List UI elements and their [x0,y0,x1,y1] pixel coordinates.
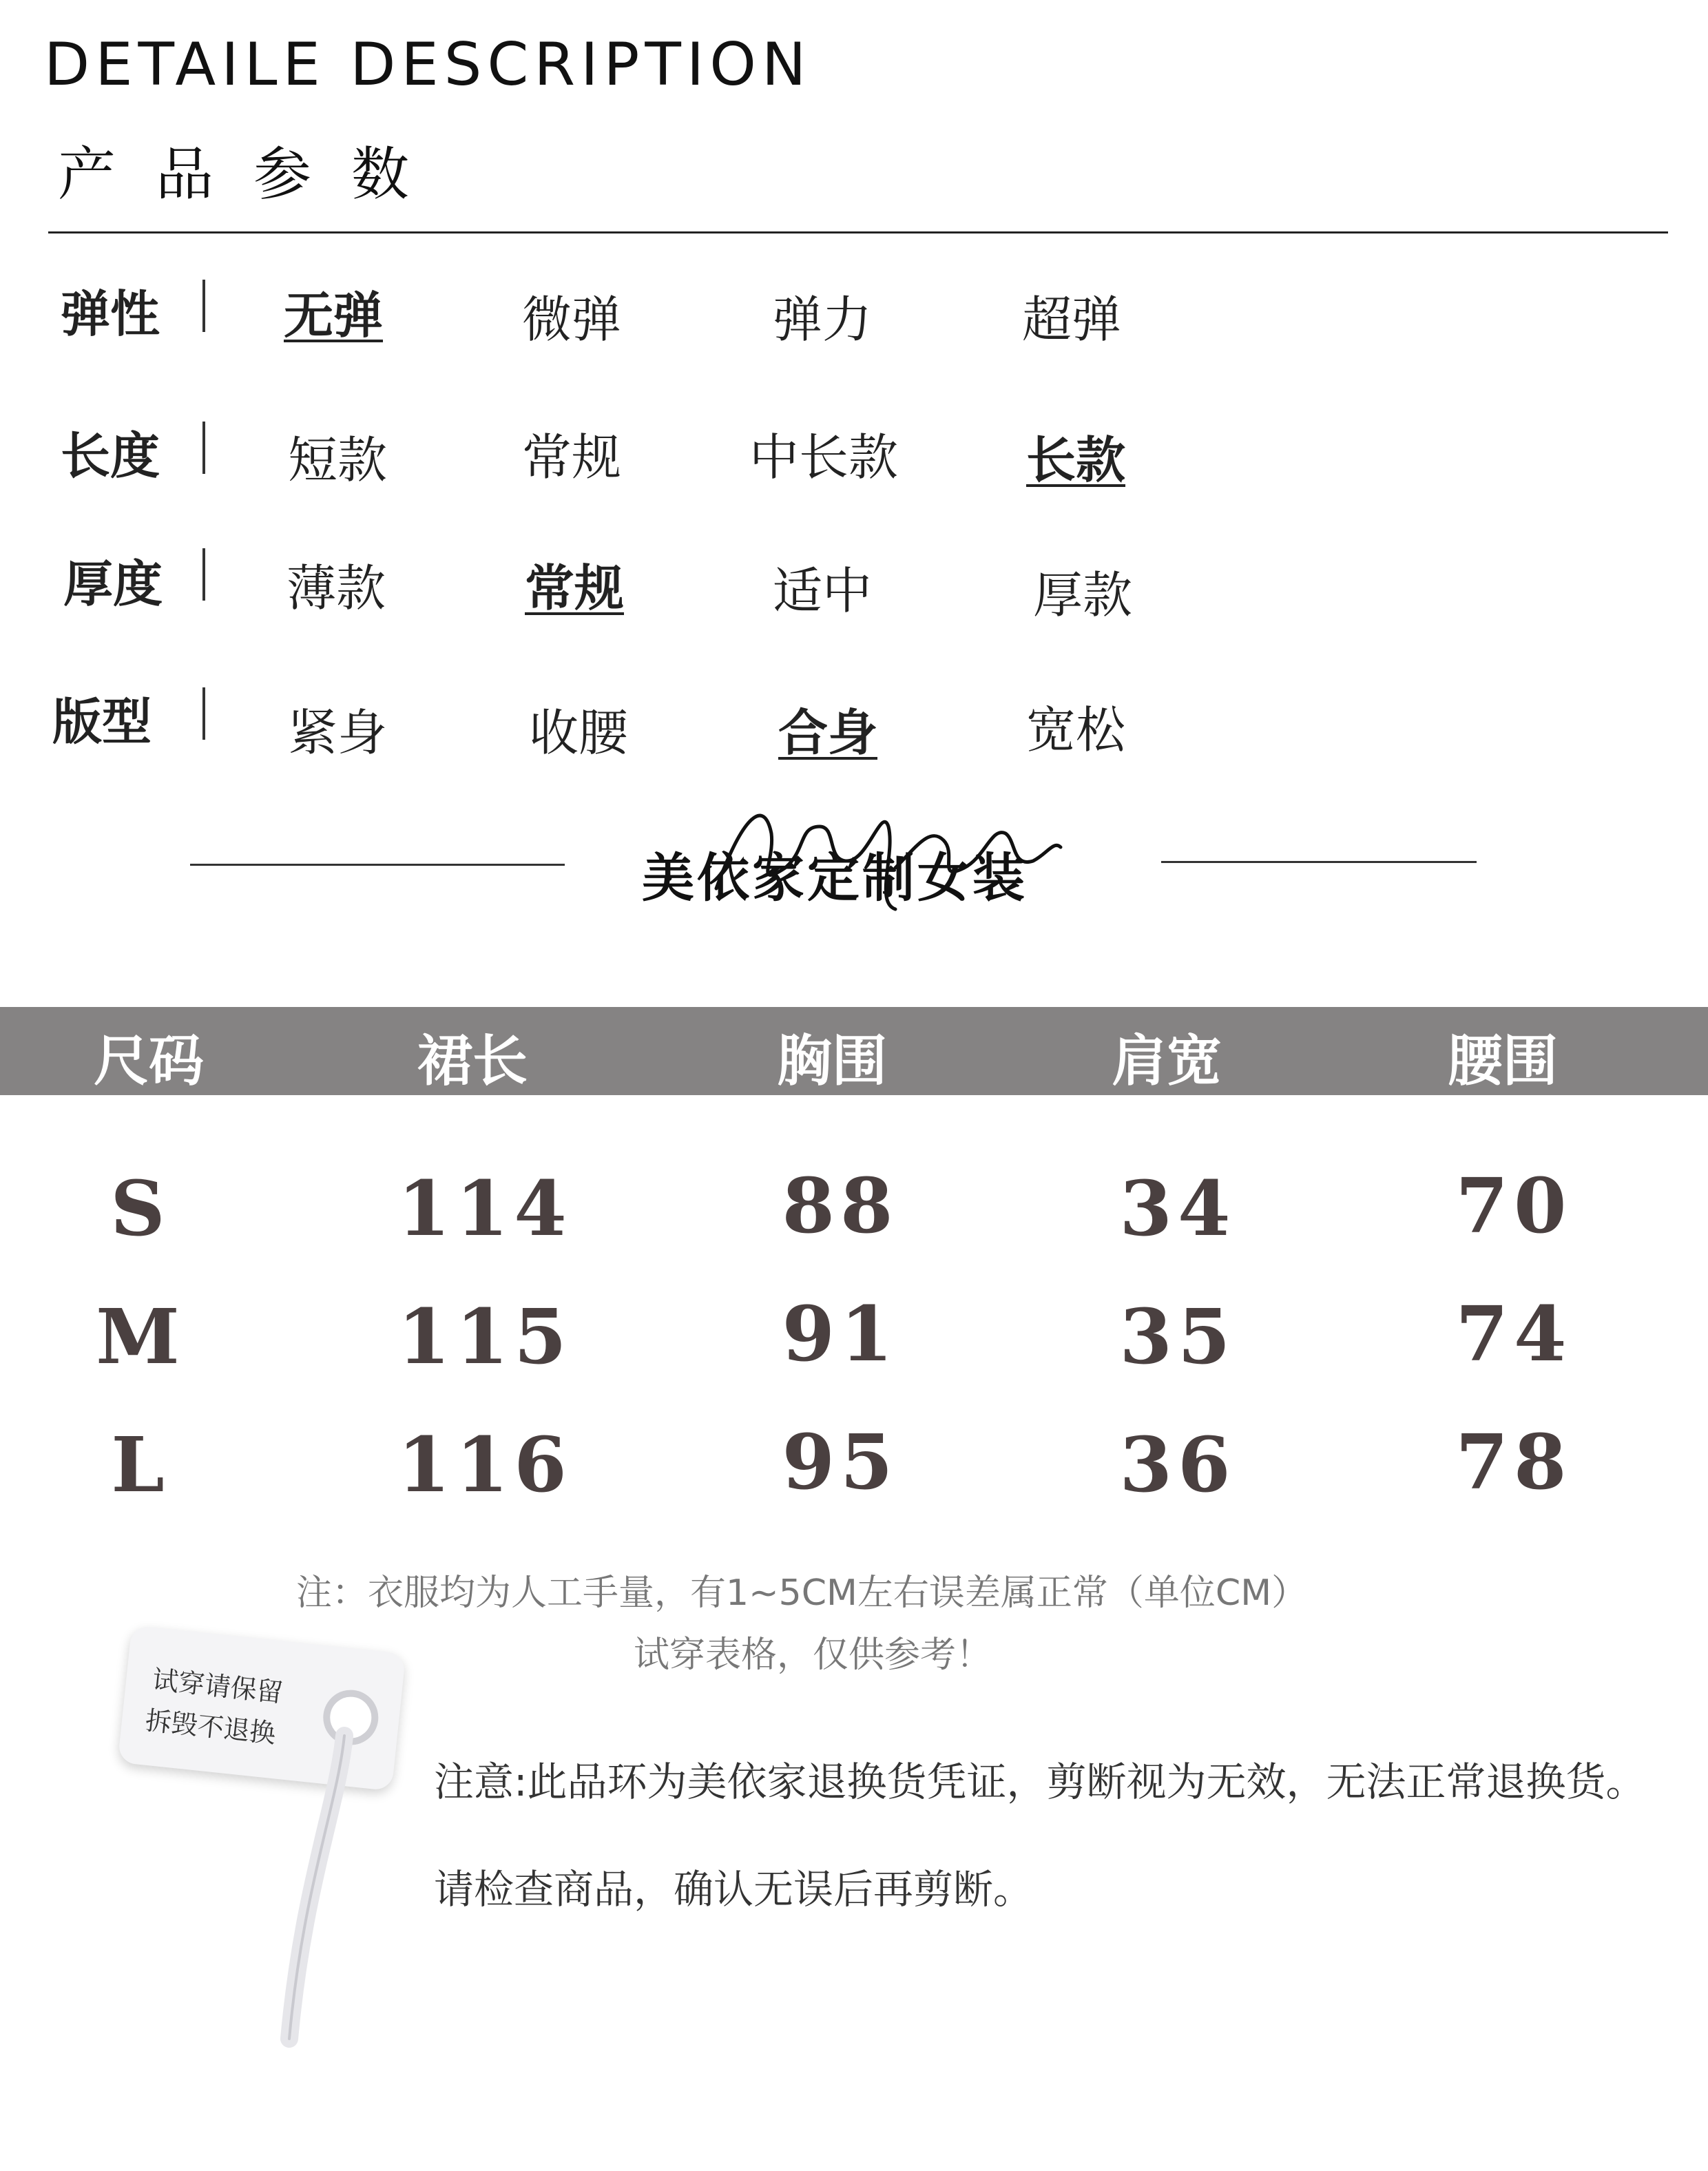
warning-line-1: 注意:此品环为美依家退换货凭证，剪断视为无效，无法正常退换货。 [434,1758,1646,1805]
brand-divider-left [190,864,565,866]
param-option: 中长款 [749,428,899,486]
col-header-shoulder: 肩宽 [1112,1029,1222,1093]
english-title: DETAILE DESCRIPTION [44,30,812,99]
brand-signature-graphic [689,785,1074,923]
tag-text-line1: 试穿请保留 [151,1664,284,1708]
param-label-length: 长度 [61,427,160,485]
param-separator [202,548,205,601]
param-label-elasticity: 弹性 [61,285,160,343]
param-separator [202,422,205,474]
table-cell: 78 [1455,1417,1572,1506]
table-cell: 74 [1455,1289,1572,1378]
param-option: 紧身 [288,704,388,762]
table-cell-size: L [111,1420,170,1509]
param-label-thickness: 厚度 [63,555,163,613]
reference-note: 试穿表格，仅供参考！ [634,1634,992,1676]
param-option: 收腰 [529,704,629,762]
chinese-title: 产品参数 [58,141,450,208]
col-header-bust: 胸围 [777,1029,887,1093]
table-cell: 95 [782,1417,899,1506]
col-header-size: 尺码 [94,1029,204,1093]
param-option: 超弹 [1022,291,1122,349]
table-cell: 91 [782,1289,899,1378]
param-label-fit: 版型 [52,693,152,751]
col-header-waist: 腰围 [1448,1029,1558,1093]
param-option: 厚款 [1033,566,1133,624]
table-cell: 114 [397,1164,572,1253]
param-option: 适中 [773,562,873,620]
table-cell-size: M [96,1292,185,1381]
param-option: 薄款 [287,559,386,617]
table-cell: 34 [1119,1164,1236,1253]
param-option: 宽松 [1026,701,1126,759]
table-cell: 36 [1119,1420,1236,1509]
table-cell: 88 [782,1161,899,1250]
param-separator [202,687,205,740]
tag-text-line2: 拆毁不退换 [143,1705,278,1749]
table-cell: 115 [397,1292,572,1381]
param-option-selected: 长款 [1026,431,1126,489]
param-option: 短款 [288,431,388,489]
warning-line-2: 请检查商品，确认无误后再剪断。 [434,1866,1034,1913]
table-cell-size: S [110,1164,171,1253]
param-option: 弹力 [773,291,873,349]
param-option-selected: 常规 [525,559,625,617]
brand-name: 美依家定制女装 [642,847,1028,908]
param-option-selected: 无弹 [284,287,384,344]
brand-divider-right [1161,861,1477,863]
table-cell: 116 [397,1420,572,1509]
param-option-selected: 合身 [778,704,878,762]
title-divider [48,231,1668,233]
table-cell: 35 [1119,1292,1236,1381]
table-cell: 70 [1455,1161,1572,1250]
measurement-note: 注：衣服均为人工手量，有1~5CM左右误差属正常（单位CM） [296,1572,1308,1614]
param-separator [202,280,205,332]
col-header-length: 裙长 [417,1029,528,1093]
tag-string-graphic [262,1722,372,2053]
param-option: 微弹 [522,291,622,349]
param-option: 常规 [522,428,622,486]
